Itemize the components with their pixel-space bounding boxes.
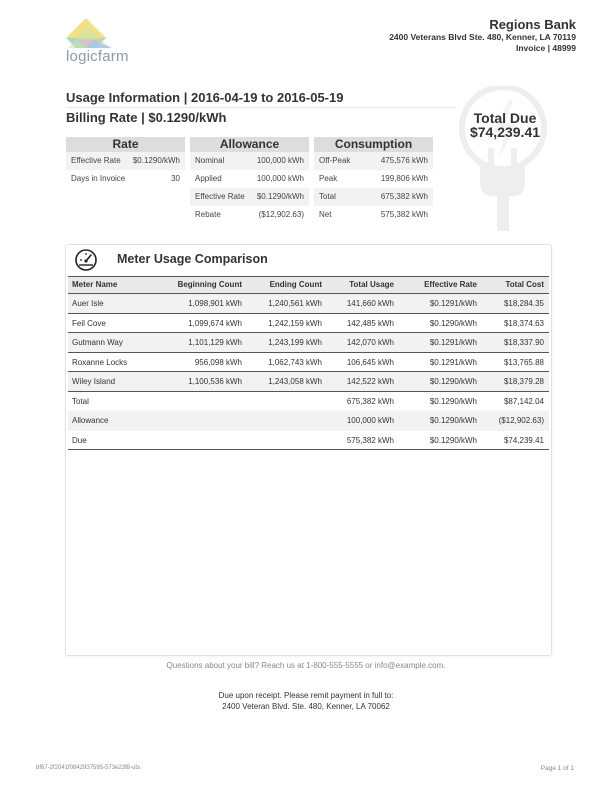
consumption-heading: Consumption	[314, 137, 433, 152]
ending-count: 1,062,743 kWh	[268, 357, 322, 367]
table-row	[68, 294, 549, 314]
summary-row-due	[68, 431, 549, 451]
consumption-row	[314, 188, 433, 206]
column-header: Total Cost	[505, 280, 544, 289]
contact-note: Questions about your bill? Reach us at 1-800-555-5555 or info@example.com.	[166, 661, 446, 670]
consumption-row	[314, 170, 433, 188]
remit-instructions	[0, 690, 612, 712]
consumption-row-label: Off-Peak	[319, 156, 351, 165]
allowance-row-value: ($12,902.63)	[258, 210, 304, 219]
consumption-summary	[314, 137, 433, 224]
summary-rate: $0.1290/kWh	[429, 396, 477, 406]
beginning-count: 956,098 kWh	[194, 357, 242, 367]
meter-name: Auer Isle	[72, 299, 104, 308]
consumption-row-label: Net	[319, 210, 332, 219]
allowance-row-label: Rebate	[195, 210, 221, 219]
column-header: Meter Name	[72, 280, 118, 289]
table-header-row	[68, 276, 549, 294]
meter-usage-title: Meter Usage Comparison	[117, 252, 268, 266]
rate-heading: Rate	[66, 137, 185, 152]
beginning-count: 1,099,674 kWh	[188, 318, 242, 328]
consumption-row-value: 475,576 kWh	[380, 156, 428, 165]
bank-address: 2400 Veterans Blvd Ste. 480, Kenner, LA 70119	[389, 32, 576, 42]
logo-text: logicfarm	[66, 48, 129, 65]
consumption-row-label: Peak	[319, 174, 338, 183]
effective-rate: $0.1290/kWh	[429, 377, 477, 386]
allowance-heading: Allowance	[190, 137, 309, 152]
effective-rate: $0.1291/kWh	[429, 338, 477, 347]
rate-summary	[66, 137, 185, 188]
meter-name: Feil Cove	[72, 318, 106, 328]
usage-period-title: Usage Information | 2016-04-19 to 2016-05-19	[66, 90, 344, 105]
total-cost: $18,379.28	[503, 377, 544, 386]
table-row	[68, 314, 549, 334]
summary-label: Total	[72, 396, 89, 406]
invoice-number: Invoice | 48999	[515, 43, 576, 53]
meter-name: Gutmann Way	[72, 338, 123, 347]
summary-cost: $74,239.41	[503, 435, 544, 445]
consumption-row-value: 675,382 kWh	[380, 192, 428, 201]
consumption-row-label: Total	[319, 192, 336, 201]
document-id: bf67-2f2041f0842937595-573e23f8-uts	[36, 765, 141, 771]
summary-cost: ($12,902.63)	[498, 416, 544, 425]
ending-count: 1,243,058 kWh	[268, 377, 322, 386]
summary-rate: $0.1290/kWh	[429, 435, 477, 445]
total-due-label: Total Due	[473, 110, 537, 126]
allowance-row-value: 100,000 kWh	[256, 156, 304, 165]
total-cost: $18,284.35	[503, 299, 544, 308]
total-usage: 142,485 kWh	[346, 318, 394, 328]
allowance-row	[190, 188, 309, 206]
bank-header	[389, 17, 576, 54]
summary-cost: $87,142.04	[503, 396, 544, 406]
consumption-row-value: 199,806 kWh	[380, 174, 428, 183]
bank-name: Regions Bank	[489, 17, 576, 32]
allowance-summary	[190, 137, 309, 224]
consumption-row	[314, 152, 433, 170]
total-due-amount: $74,239.41	[469, 124, 541, 140]
allowance-row-label: Applied	[195, 174, 222, 183]
consumption-row	[314, 206, 433, 224]
remit-line: Due upon receipt. Please remit payment in full to:	[218, 691, 394, 700]
ending-count: 1,240,561 kWh	[268, 299, 322, 308]
beginning-count: 1,101,129 kWh	[188, 338, 242, 347]
total-usage: 106,645 kWh	[346, 357, 394, 367]
effective-rate: $0.1291/kWh	[429, 299, 477, 308]
total-usage: 142,070 kWh	[346, 338, 394, 347]
column-header: Effective Rate	[424, 280, 477, 289]
summary-usage: 575,382 kWh	[346, 435, 394, 445]
rate-row-value: $0.1290/kWh	[132, 156, 180, 165]
rate-row	[66, 170, 185, 188]
rate-row-value: 30	[171, 174, 180, 183]
rate-row	[66, 152, 185, 170]
summary-usage: 675,382 kWh	[346, 396, 394, 406]
allowance-row	[190, 170, 309, 188]
total-usage: 141,660 kWh	[346, 299, 394, 308]
allowance-row	[190, 206, 309, 224]
ending-count: 1,242,159 kWh	[268, 318, 322, 328]
allowance-row-label: Nominal	[195, 156, 225, 165]
total-cost: $18,374.63	[503, 318, 544, 328]
column-header: Total Usage	[349, 280, 394, 289]
ending-count: 1,243,199 kWh	[268, 338, 322, 347]
summary-usage: 100,000 kWh	[346, 416, 394, 425]
consumption-row-value: 575,382 kWh	[380, 210, 428, 219]
remit-address: 2400 Veteran Blvd. Ste. 480, Kenner, LA 70062	[222, 702, 390, 711]
total-cost: $13,765.88	[503, 357, 544, 367]
meter-usage-table	[68, 276, 549, 450]
allowance-row	[190, 152, 309, 170]
summary-label: Allowance	[72, 416, 109, 425]
rate-row-label: Days in Invoice	[71, 174, 126, 183]
meter-name: Roxanne Locks	[72, 357, 128, 367]
total-usage: 142,522 kWh	[346, 377, 394, 386]
allowance-row-value: $0.1290/kWh	[256, 192, 304, 201]
summary-row-total	[68, 392, 549, 412]
billing-rate: Billing Rate | $0.1290/kWh	[66, 110, 227, 125]
summary-label: Due	[72, 435, 87, 445]
table-row	[68, 353, 549, 373]
page-number: Page 1 of 1	[540, 765, 574, 772]
table-row	[68, 333, 549, 353]
meter-gauge-icon	[74, 248, 98, 272]
column-header: Ending Count	[269, 280, 322, 289]
summary-rate: $0.1290/kWh	[429, 416, 477, 425]
rate-row-label: Effective Rate	[71, 156, 121, 165]
effective-rate: $0.1291/kWh	[429, 357, 477, 367]
divider	[66, 107, 456, 108]
table-row	[68, 372, 549, 392]
allowance-row-label: Effective Rate	[195, 192, 245, 201]
allowance-row-value: 100,000 kWh	[256, 174, 304, 183]
beginning-count: 1,098,901 kWh	[188, 299, 242, 308]
meter-name: Wiley Island	[72, 377, 116, 386]
beginning-count: 1,100,536 kWh	[188, 377, 242, 386]
summary-row-allowance	[68, 411, 549, 431]
column-header: Beginning Count	[177, 280, 242, 289]
total-cost: $18,337.90	[503, 338, 544, 347]
effective-rate: $0.1290/kWh	[429, 318, 477, 328]
